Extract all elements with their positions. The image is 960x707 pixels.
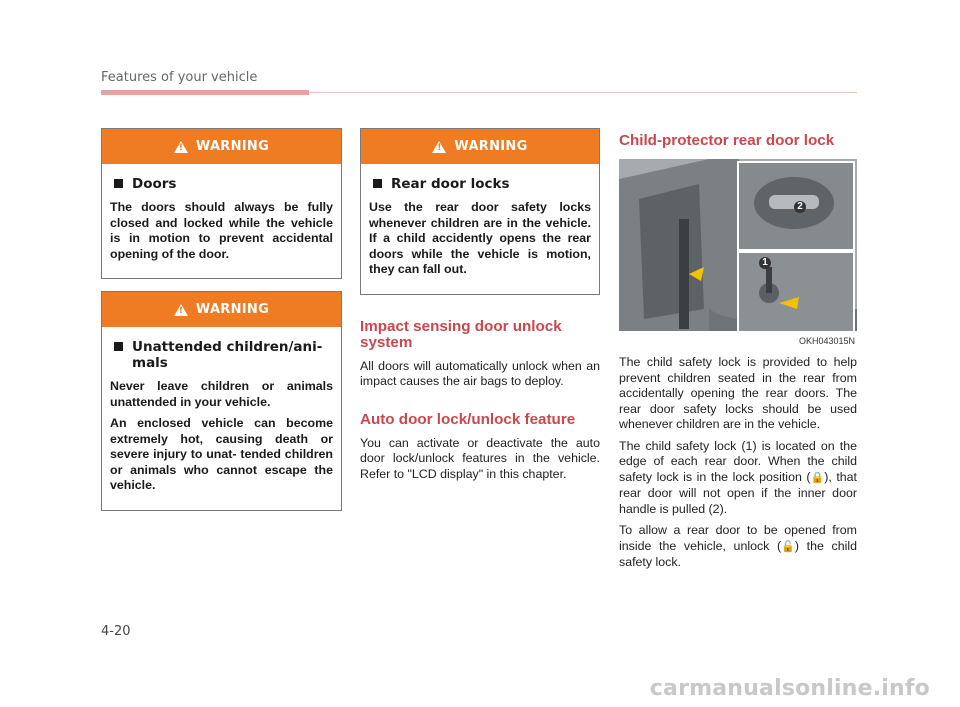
column-middle [360, 128, 600, 488]
column-right [619, 133, 857, 577]
warning-triangle-icon: ! [174, 304, 188, 316]
callout-1: 1 [759, 257, 771, 269]
section-text-impact: All doors will automatically unlock when an impact causes the air bags to deploy. [360, 358, 600, 388]
warning-triangle-icon: ! [432, 141, 446, 153]
warning-label: WARNING [195, 302, 270, 317]
child-lock-text-2: The child safety lock (1) is located on the edge of each rear door. When the child safety lock is in the lock position (🔒), that rear door will not open if the inner door handle is pulled (2). [619, 438, 857, 516]
section-text-auto-lock: You can activate or deactivate the auto door lock/unlock features in the vehicle. Refer to "LCD display" in this chapter. [360, 435, 600, 481]
header-title: Features of your vehicle [101, 70, 258, 85]
section-title-auto-lock: Auto door lock/unlock feature [360, 410, 576, 428]
header-rule [309, 92, 857, 93]
bullet-square-icon [373, 179, 382, 188]
watermark: carmanualsonline.info [649, 676, 930, 701]
warning-subtitle: Doors [110, 176, 333, 192]
child-lock-photo [619, 159, 857, 347]
warning-text: Never leave children or animals unattended in your vehicle. [110, 379, 333, 409]
warning-text: An enclosed vehicle can become extremely hot, causing death or severe injury to unat- tended children or animals who cannot escape the vehicle. [110, 416, 333, 492]
section-title-child-lock: Child-protector rear door lock [619, 132, 835, 149]
child-lock-text-3: To allow a rear door to be opened from inside the vehicle, unlock (🔓) the child safety lock. [619, 523, 857, 569]
warning-subtitle: Unattended children/ani- mals [110, 339, 333, 371]
section-title-impact: Impact sensing door unlock system [360, 317, 562, 351]
callout-2: 2 [794, 201, 806, 213]
warning-box-rear-door-locks [360, 128, 600, 295]
warning-label: WARNING [195, 139, 270, 154]
bullet-square-icon [114, 342, 123, 351]
warning-header [361, 129, 599, 164]
inset-door-handle [737, 161, 855, 251]
child-lock-text-1: The child safety lock is provided to help prevent children seated in the rear from accidentally opening the rear doors. The rear door safety locks should be used whenever children are in the vehicle. [619, 355, 857, 431]
warning-box-unattended [101, 291, 342, 511]
inset-lock-lever [737, 251, 855, 333]
photo-caption: OKH043015N [798, 336, 855, 346]
bullet-square-icon [114, 179, 123, 188]
column-left [101, 128, 342, 523]
page-number: 4-20 [101, 624, 131, 639]
warning-triangle-icon: ! [174, 141, 188, 153]
warning-label: WARNING [454, 139, 528, 154]
header-accent-bar [101, 90, 309, 95]
warning-box-doors [101, 128, 342, 279]
lock-icon: 🔒 [810, 471, 825, 484]
lock-lever-detail [739, 253, 853, 331]
warning-subtitle: Rear door locks [369, 176, 591, 192]
warning-header [102, 292, 341, 327]
warning-text: The doors should always be fully closed and locked while the vehicle is in motion to prevent accidental opening of the door. [110, 200, 333, 261]
warning-text: Use the rear door safety locks whenever children are in the vehicle. If a child accidently opens the rear doors while the vehicle is motion, they can fall out. [369, 200, 591, 276]
unlock-icon: 🔓 [781, 540, 795, 553]
warning-header [102, 129, 341, 164]
